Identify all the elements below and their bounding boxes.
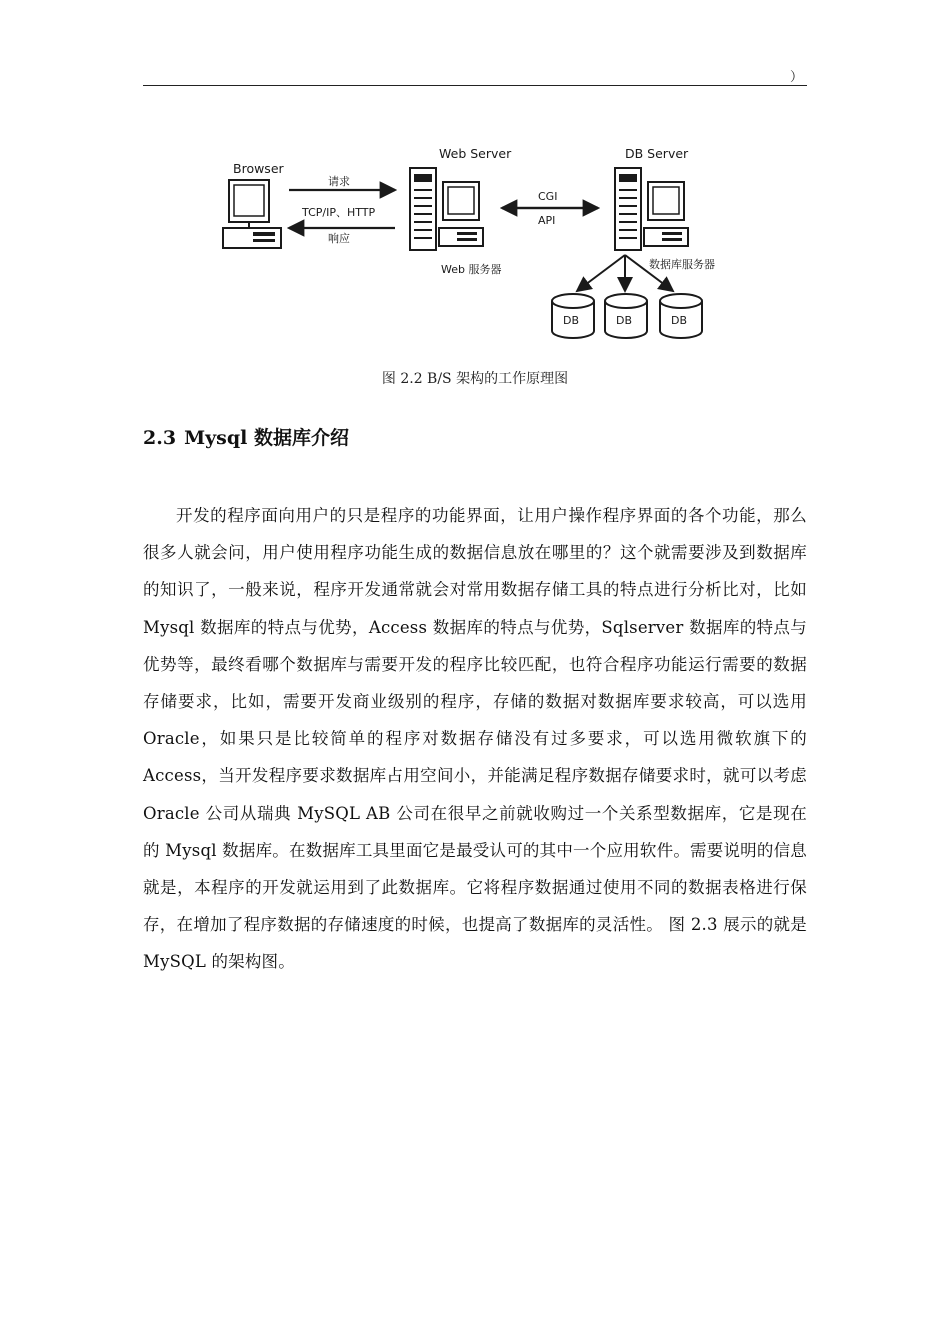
browser-computer-icon [223,180,281,248]
section-title-text: Mysql 数据库介绍 [184,427,349,449]
web-server-icon [410,168,483,250]
section-heading [143,423,349,450]
response-label: 响应 [328,232,350,245]
section-number: 2.3 [143,427,177,449]
db3-label: DB [671,314,688,327]
protocol-label: TCP/IP、HTTP [302,206,376,219]
db-server-label: DB Server [625,146,689,161]
db2-label: DB [616,314,633,327]
figure-caption: 图 2.2 B/S 架构的工作原理图 [381,371,569,387]
db-server-icon [615,168,688,250]
cgi-label: CGI [538,190,558,203]
request-label: 请求 [328,175,350,188]
db1-label: DB [563,314,580,327]
browser-label: Browser [233,161,284,176]
web-server-cn-label: Web 服务器 [441,263,502,276]
header-rule [143,85,807,86]
body-paragraph: 开发的程序面向用户的只是程序的功能界面，让用户操作程序界面的各个功能，那么很多人就会问，用户使用程序功能生成的数据信息放在哪里的？这个就需要涉及到数据库的知识了，一般来说，程序开发通常就会对常用数据存储工具的特点进行分析比对，比如 Mysql 数据库的特点与优势，Access 数据库的特点与优势，Sqlserver 数据库的特点与优势等，最终看哪个数据库与需要开发的程序比较匹配，也符合程序功能运行需要的数据存储要求，比如，需要开发商业级别的程序，存储的数据对数据库要求较高，可以选用 Oracle，如果只是比较简单的程序对数据存储没有过多要求，可以选用微软旗下的 Access，当开发程序要求数据库占用空间小，并能满足程序数据存储要求时，就可以考虑 Oracle 公司从瑞典 MySQL AB 公司在很早之前就收购过一个关系型数据库，它是现在的 Mysql 数据库。在数据库工具里面它是最受认可的其中一个应用软件。需要说明的信息就是，本程序的开发就运用到了此数据库。它将程序数据通过使用不同的数据表格进行保存，在增加了程序数据的存储速度的时候，也提高了数据库的灵活性。 图 2.3 展示的就是 MySQL 的架构图。 [143,506,807,972]
db-server-cn-label: 数据库服务器 [649,258,715,271]
web-server-label: Web Server [439,146,512,161]
bs-architecture-diagram [215,140,715,345]
api-label: API [538,214,556,227]
header-mark: ） [790,70,804,85]
db-arrow-1 [577,255,625,291]
